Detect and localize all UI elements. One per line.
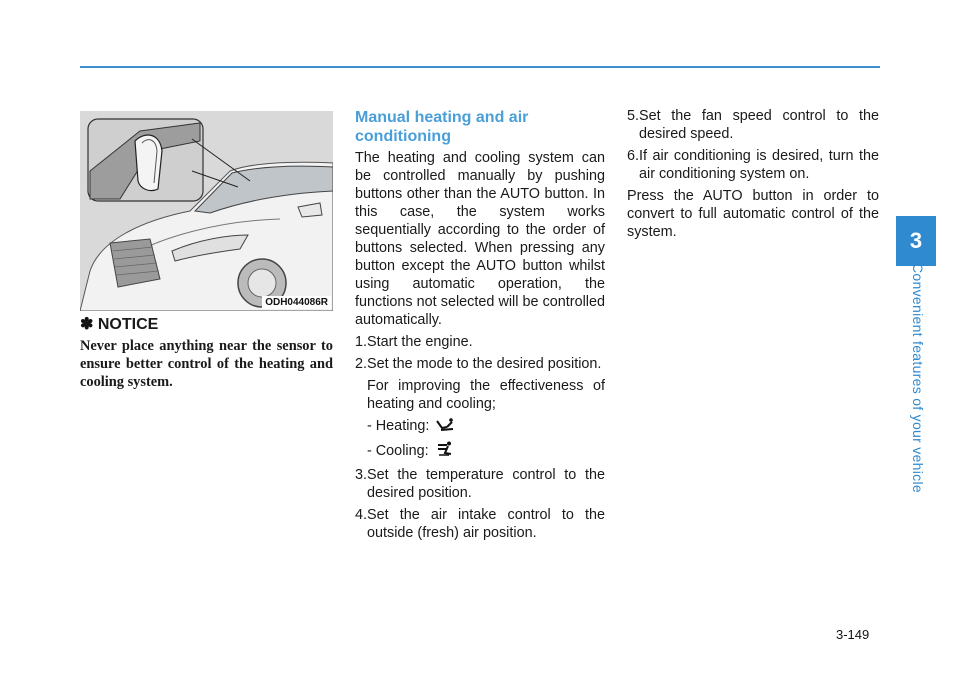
top-rule <box>80 66 880 68</box>
step-4: 4.Set the air intake control to the outside (fresh) air position. <box>355 507 605 541</box>
chapter-tab: 3 <box>896 216 936 266</box>
heating-mode-line <box>355 417 605 437</box>
closing-paragraph: Press the AUTO button in order to convert to full automatic control of the system. <box>627 188 879 240</box>
notice-body: Never place anything near the sensor to ensure better control of the heating and cooling system. <box>80 338 333 390</box>
page-number: 3-149 <box>836 627 870 642</box>
middle-column <box>355 149 605 546</box>
right-column <box>627 107 879 245</box>
car-sensor-illustration <box>80 111 333 311</box>
heating-label: - Heating: <box>367 418 430 434</box>
section-title: Manual heating and air conditioning <box>355 109 529 145</box>
floor-mode-icon <box>435 418 455 437</box>
chapter-title: Convenient features of your vehicle <box>910 263 926 493</box>
figure-code: ODH044086R <box>262 296 331 309</box>
step-3: 3.Set the temperature control to the desired position. <box>355 467 605 501</box>
cooling-mode-line <box>355 441 605 462</box>
face-mode-icon <box>435 441 455 462</box>
step-5: 5.Set the fan speed control to the desired speed. <box>627 108 879 142</box>
step-1: 1.Start the engine. <box>355 334 473 350</box>
step-6: 6.If air conditioning is desired, turn the air conditioning system on. <box>627 148 879 182</box>
cooling-label: - Cooling: <box>367 443 429 459</box>
car-drawing <box>80 111 333 311</box>
step-2-note: For improving the effectiveness of heating and cooling; <box>367 378 605 412</box>
step-2: 2.Set the mode to the desired position. <box>355 356 602 372</box>
notice-heading <box>80 314 158 334</box>
notice-title: NOTICE <box>97 316 159 333</box>
notice-symbol: ✽ <box>80 316 94 333</box>
intro-paragraph: The heating and cooling system can be controlled manually by pushing buttons other than the AUTO button. In this case, the system works sequentially according to the order of buttons selected. When pressing any button except the AUTO button whilst using automatic operation, the functions not selected will be controlled automatically. <box>355 150 605 328</box>
